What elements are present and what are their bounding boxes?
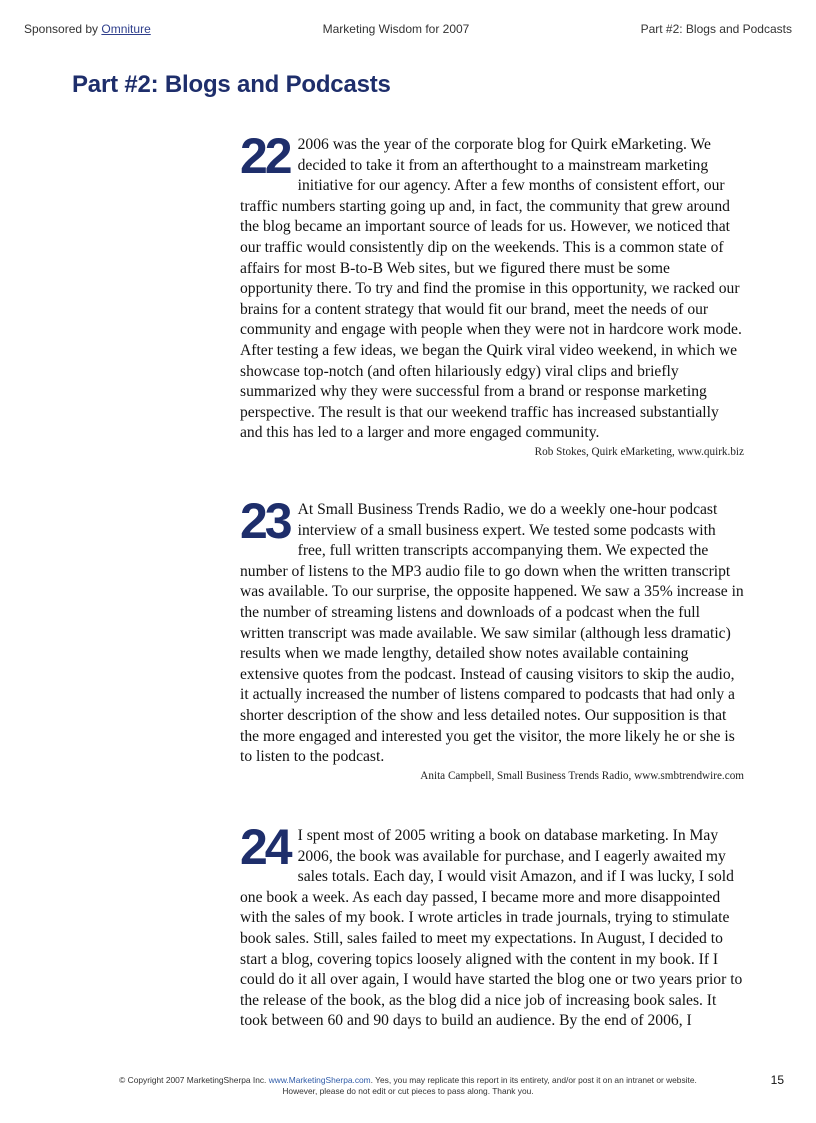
tip-23 (240, 493, 744, 782)
tip-22 (240, 128, 744, 458)
section-title: Part #2: Blogs and Podcasts (72, 71, 391, 98)
page-number: 15 (770, 1073, 784, 1087)
footer-site-link[interactable]: www.MarketingSherpa.com (268, 1075, 371, 1085)
tip-body: At Small Business Trends Radio, we do a weekly one-hour podcast interview of a small business expert. We tested some podcasts with free, full written transcripts accompanying them. We expected the number of listens to the MP3 audio file to go down when the written transcript was available. To our surprise, the opposite happened. We saw a 35% increase in the number of streaming listens and downloads of a podcast when the full written transcript was made available. We saw similar (although less dramatic) results when we made lengthy, detailed show notes available containing extensive quotes from the podcast. Instead of causing visitors to skip the audio, it actually increased the number of listens compared to podcasts that had only a shorter description of the show and less detailed notes. Our supposition is that the more engaged and interested you get the visitor, the more likely he or she is to listen to the podcast. (240, 501, 744, 766)
tip-body: I spent most of 2005 writing a book on database marketing. In May 2006, the book was available for purchase, and I eagerly awaited my sales totals. Each day, I would visit Amazon, and if I was lucky, I sold one book a week. As each day passed, I became more and more disappointed with the sales of my book. I wrote articles in trade journals, trying to stimulate book sales. Still, sales failed to meet my expectations. In August, I decided to start a blog, covering topics loosely aligned with the content in my book. If I could do it all over again, I would have started the blog one or two years prior to the release of the book, as the blog did a nice job of increasing book sales. It took between 60 and 90 days to build an audience. By the end of 2006, I (240, 827, 743, 1030)
tip-number: 22 (240, 128, 290, 184)
footer-copyright (60, 1075, 756, 1097)
footer-line-2: However, please do not edit or cut pieces to pass along. Thank you. (282, 1086, 534, 1096)
sponsor-prefix: Sponsored by (24, 22, 102, 36)
header-right-title: Part #2: Blogs and Podcasts (640, 22, 792, 36)
tip-number: 23 (240, 493, 290, 549)
tip-body: 2006 was the year of the corporate blog for Quirk eMarketing. We decided to take it from an afterthought to a mainstream marketing initiative for our agency. After a few months of consistent effort, our traffic numbers starting going up and, in fact, the community that grew around the blog became an important source of leads for us. However, we noticed that our traffic would consistently dip on the weekends. This is a common state of affairs for most B-to-B Web sites, but we figured there must be some opportunity there. To try and find the promise in this opportunity, we racked our brains for a content strategy that would fit our brand, meet the needs of our community and engage with people when they were not in hardcore work mode. After testing a few ideas, we began the Quirk viral video weekend, in which we showcase top-notch (and often hilariously edgy) viral clips and briefly summarized why they were successful from a brand or response marketing perspective. The result is that our weekend traffic has increased substantially and this has led to a larger and more engaged community. (240, 136, 742, 442)
tip-attribution: Anita Campbell, Small Business Trends Radio, www.smbtrendwire.com (420, 769, 744, 782)
tip-24 (240, 819, 744, 1032)
tip-attribution: Rob Stokes, Quirk eMarketing, www.quirk.biz (534, 445, 744, 458)
footer-notice: . Yes, you may replicate this report in its entirety, and/or post it on an intranet or website. (370, 1075, 697, 1085)
sponsor-link[interactable]: Omniture (101, 22, 151, 36)
footer-line-1 (60, 1075, 756, 1086)
tip-number: 24 (240, 819, 290, 875)
copyright-text: © Copyright 2007 MarketingSherpa Inc. (119, 1075, 269, 1085)
header-center-title: Marketing Wisdom for 2007 (322, 22, 470, 36)
